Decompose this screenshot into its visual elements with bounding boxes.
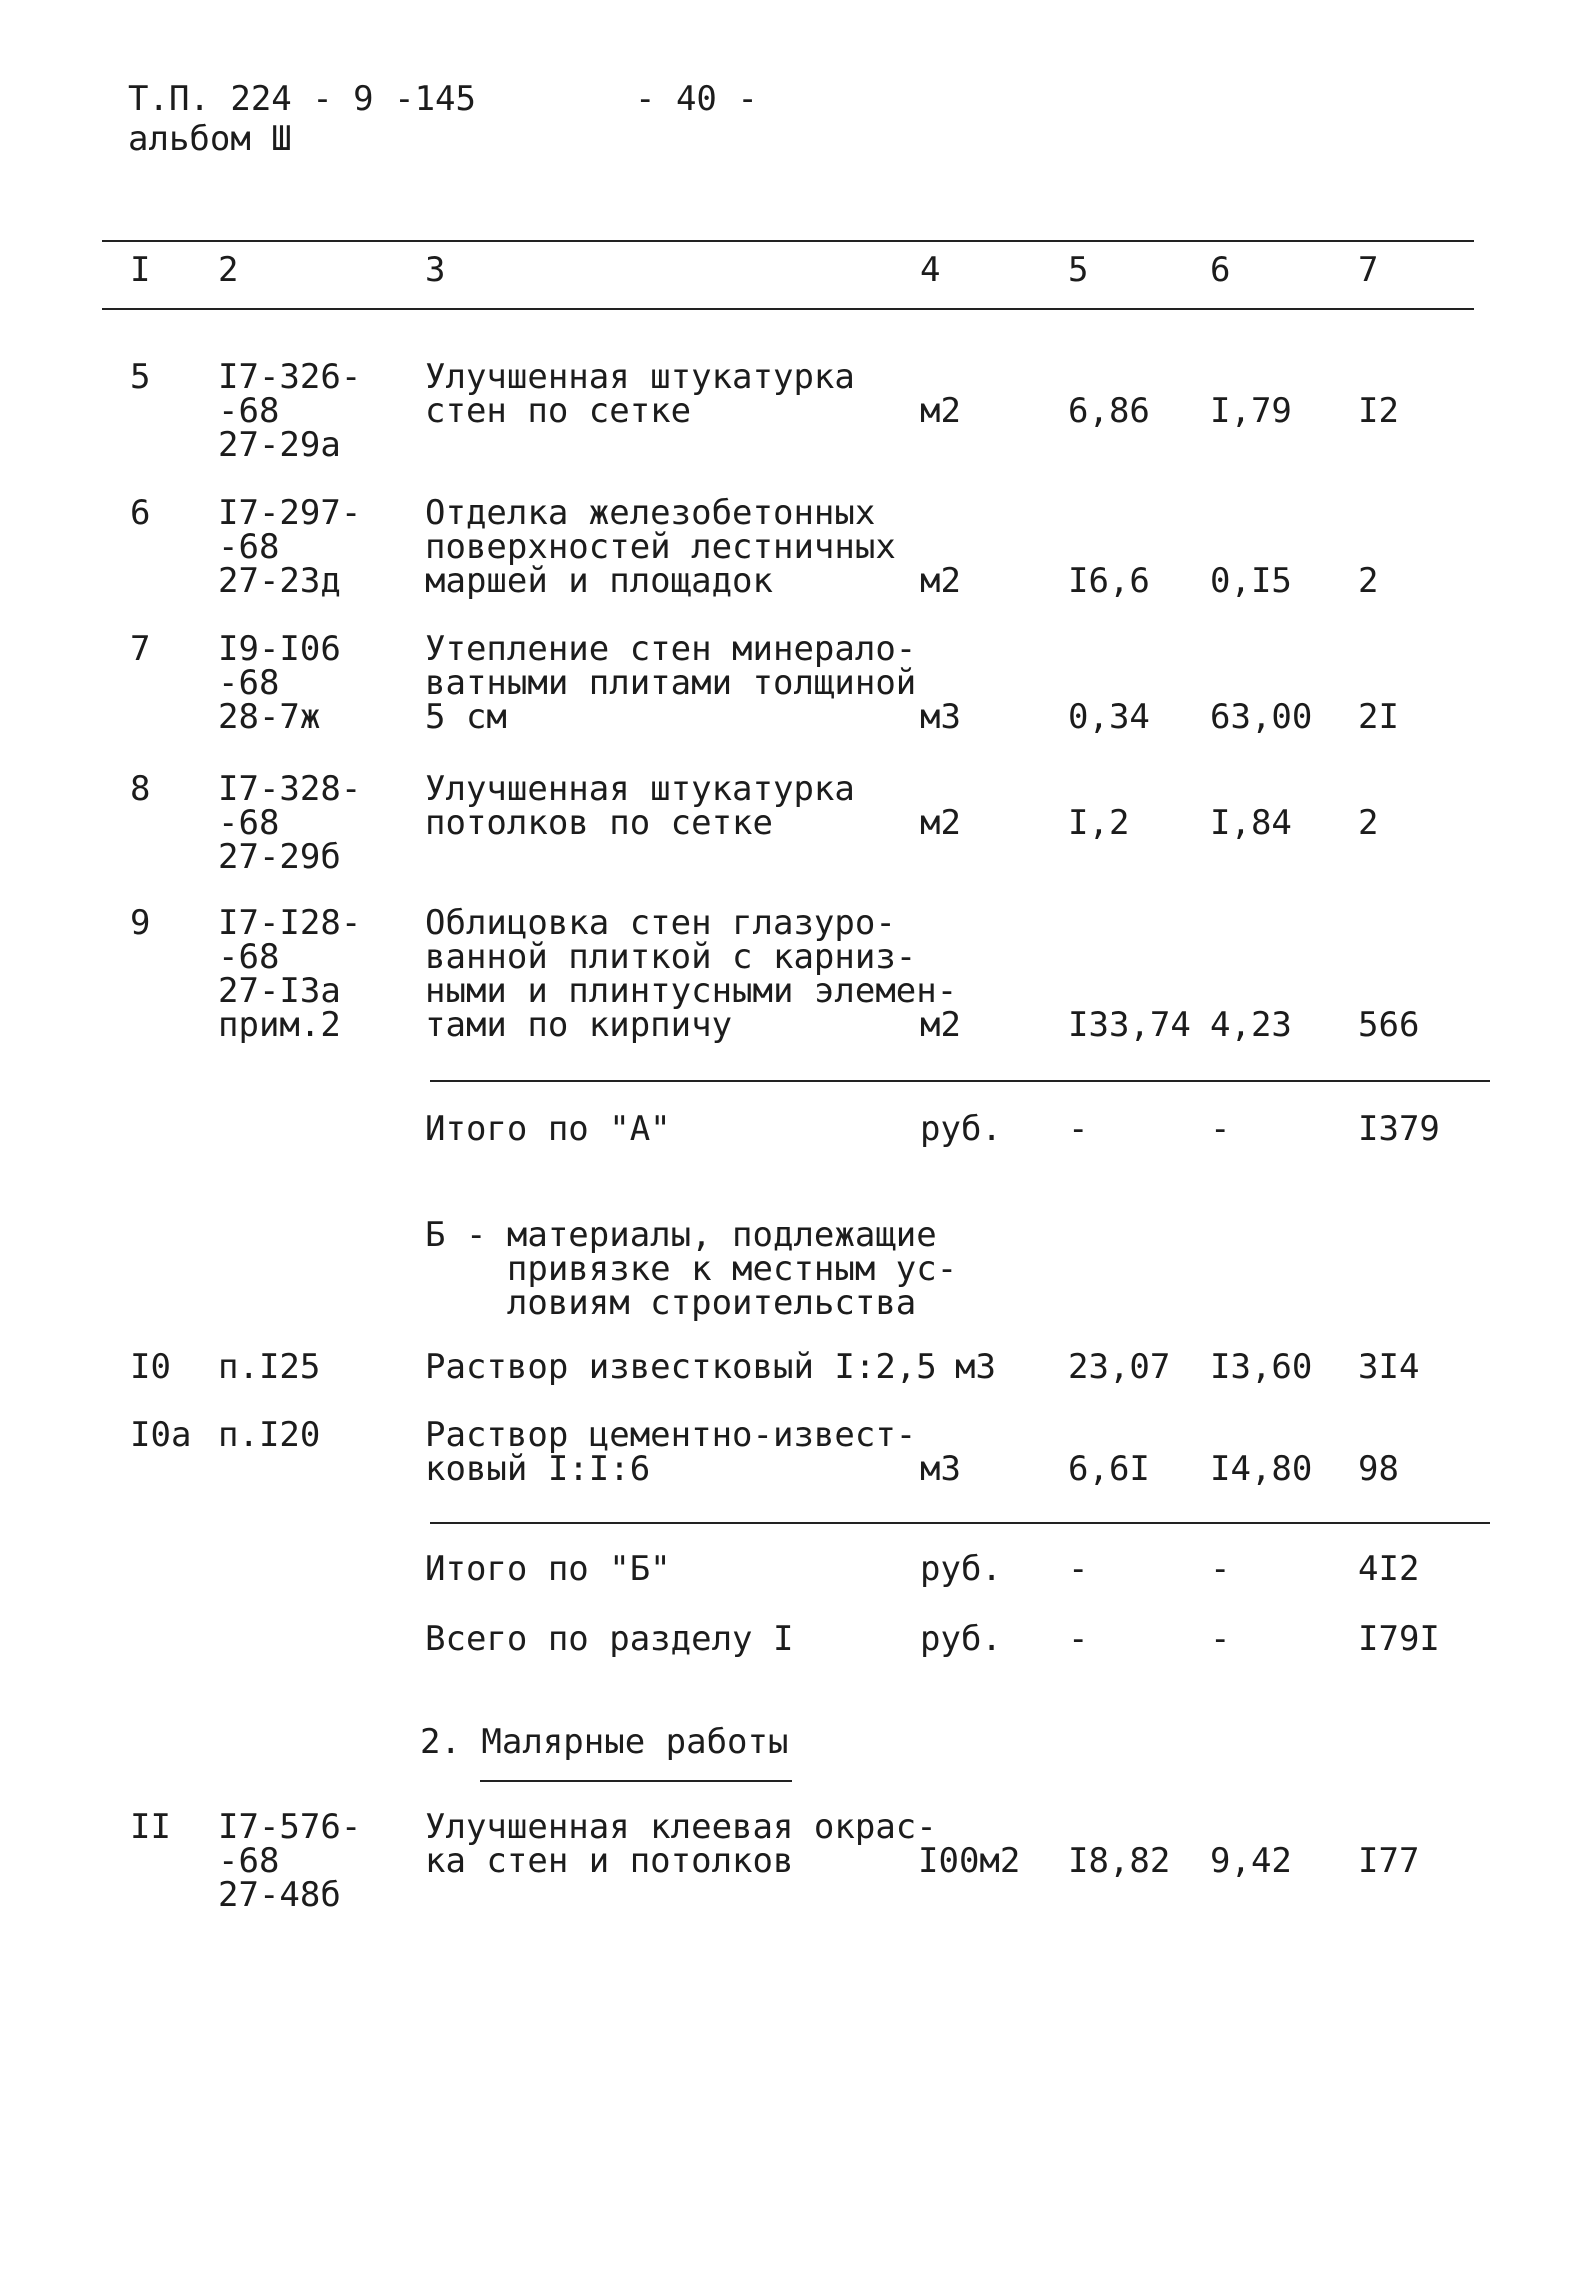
subtotal-total: I379 <box>1358 1109 1440 1149</box>
row-number: I0 <box>130 1347 171 1387</box>
row-total: I2 <box>1358 391 1399 431</box>
row-unit: м2 <box>920 803 961 843</box>
row-price: 4,23 <box>1210 1005 1292 1045</box>
row-number: 9 <box>130 903 151 943</box>
row-total: 2I <box>1358 697 1399 737</box>
subtotal-unit: руб. <box>920 1549 1002 1589</box>
row-description: Улучшенная штукатурка стен по сетке <box>425 357 855 431</box>
row-unit: I00м2 <box>918 1841 1021 1881</box>
row-number: I0а <box>130 1415 192 1455</box>
section-total-value: I79I <box>1358 1619 1440 1659</box>
row-code: I7-576- -68 27-48б <box>218 1807 362 1915</box>
subtotal-label: Итого по "А" <box>425 1109 671 1149</box>
row-code: п.I20 <box>218 1415 321 1455</box>
row-total: I77 <box>1358 1841 1420 1881</box>
subtotal-price: - <box>1210 1109 1231 1149</box>
subtotal-quantity: - <box>1068 1109 1089 1149</box>
row-total: 98 <box>1358 1449 1399 1489</box>
row-code: I7-328- -68 27-29б <box>218 769 362 877</box>
column-header-2: 2 <box>218 250 239 290</box>
section-total-label: Всего по разделу I <box>425 1619 794 1659</box>
row-description: Улучшенная штукатурка потолков по сетке <box>425 769 855 843</box>
row-quantity: I,2 <box>1068 803 1130 843</box>
row-code: п.I25 <box>218 1347 321 1387</box>
section-2-title: 2. Малярные работы <box>420 1722 789 1762</box>
row-code: I9-I06 -68 28-7ж <box>218 629 341 737</box>
row-description: Облицовка стен глазуро- ванной плиткой с карниз- ными и плинтусными элемен- тами по кирпичу <box>425 903 958 1045</box>
row-quantity: 6,6I <box>1068 1449 1150 1489</box>
table-header-rule <box>102 308 1474 310</box>
album-label: альбом Ш <box>128 119 292 159</box>
column-header-7: 7 <box>1358 250 1379 290</box>
subtotal-total: 4I2 <box>1358 1549 1420 1589</box>
row-price: I,84 <box>1210 803 1292 843</box>
row-code: I7-326- -68 27-29а <box>218 357 362 465</box>
row-total: 566 <box>1358 1005 1420 1045</box>
row-unit: м2 <box>920 391 961 431</box>
row-number: 8 <box>130 769 151 809</box>
section-b-title: Б - материалы, подлежащие привязке к местным ус- ловиям строительства <box>425 1215 958 1323</box>
row-quantity: 23,07 <box>1068 1347 1171 1387</box>
column-header-1: I <box>130 250 151 290</box>
row-quantity: I8,82 <box>1068 1841 1171 1881</box>
row-number: 7 <box>130 629 151 669</box>
row-unit: м2 <box>920 561 961 601</box>
row-total: 2 <box>1358 803 1379 843</box>
section-2-underline <box>480 1780 792 1782</box>
row-quantity: 0,34 <box>1068 697 1150 737</box>
subtotal-quantity: - <box>1068 1549 1089 1589</box>
row-price: 63,00 <box>1210 697 1313 737</box>
section-total-price: - <box>1210 1619 1231 1659</box>
column-header-5: 5 <box>1068 250 1089 290</box>
row-total: 3I4 <box>1358 1347 1420 1387</box>
row-number: 5 <box>130 357 151 397</box>
row-code: I7-297- -68 27-23д <box>218 493 362 601</box>
row-unit: м3 <box>920 697 961 737</box>
row-unit: м3 <box>920 1449 961 1489</box>
row-quantity: 6,86 <box>1068 391 1150 431</box>
row-price: I3,60 <box>1210 1347 1313 1387</box>
section-total-quantity: - <box>1068 1619 1089 1659</box>
row-number: II <box>130 1807 171 1847</box>
row-quantity: I6,6 <box>1068 561 1150 601</box>
column-header-3: 3 <box>425 250 446 290</box>
row-description: Раствор известковый I:2,5 <box>425 1347 937 1387</box>
subtotal-label: Итого по "Б" <box>425 1549 671 1589</box>
page-number: - 40 - <box>635 79 758 119</box>
row-unit: м2 <box>920 1005 961 1045</box>
section-total-unit: руб. <box>920 1619 1002 1659</box>
row-description: Утепление стен минерало- ватными плитами толщиной 5 см <box>425 629 917 737</box>
subtotal-b-rule <box>430 1522 1490 1524</box>
row-total: 2 <box>1358 561 1379 601</box>
subtotal-unit: руб. <box>920 1109 1002 1149</box>
row-description: Отделка железобетонных поверхностей лестничных маршей и площадок <box>425 493 896 601</box>
row-price: 9,42 <box>1210 1841 1292 1881</box>
row-price: I4,80 <box>1210 1449 1313 1489</box>
document-code: Т.П. 224 - 9 -145 <box>128 79 476 119</box>
row-description: Улучшенная клеевая окрас- ка стен и потолков <box>425 1807 937 1881</box>
subtotal-a-rule <box>430 1080 1490 1082</box>
column-header-6: 6 <box>1210 250 1231 290</box>
column-header-4: 4 <box>920 250 941 290</box>
row-code: I7-I28- -68 27-I3а прим.2 <box>218 903 362 1045</box>
table-top-rule <box>102 240 1474 242</box>
row-unit: м3 <box>955 1347 996 1387</box>
row-description: Раствор цементно-извест- ковый I:I:6 <box>425 1415 917 1489</box>
row-number: 6 <box>130 493 151 533</box>
row-quantity: I33,74 <box>1068 1005 1191 1045</box>
row-price: 0,I5 <box>1210 561 1292 601</box>
row-price: I,79 <box>1210 391 1292 431</box>
subtotal-price: - <box>1210 1549 1231 1589</box>
